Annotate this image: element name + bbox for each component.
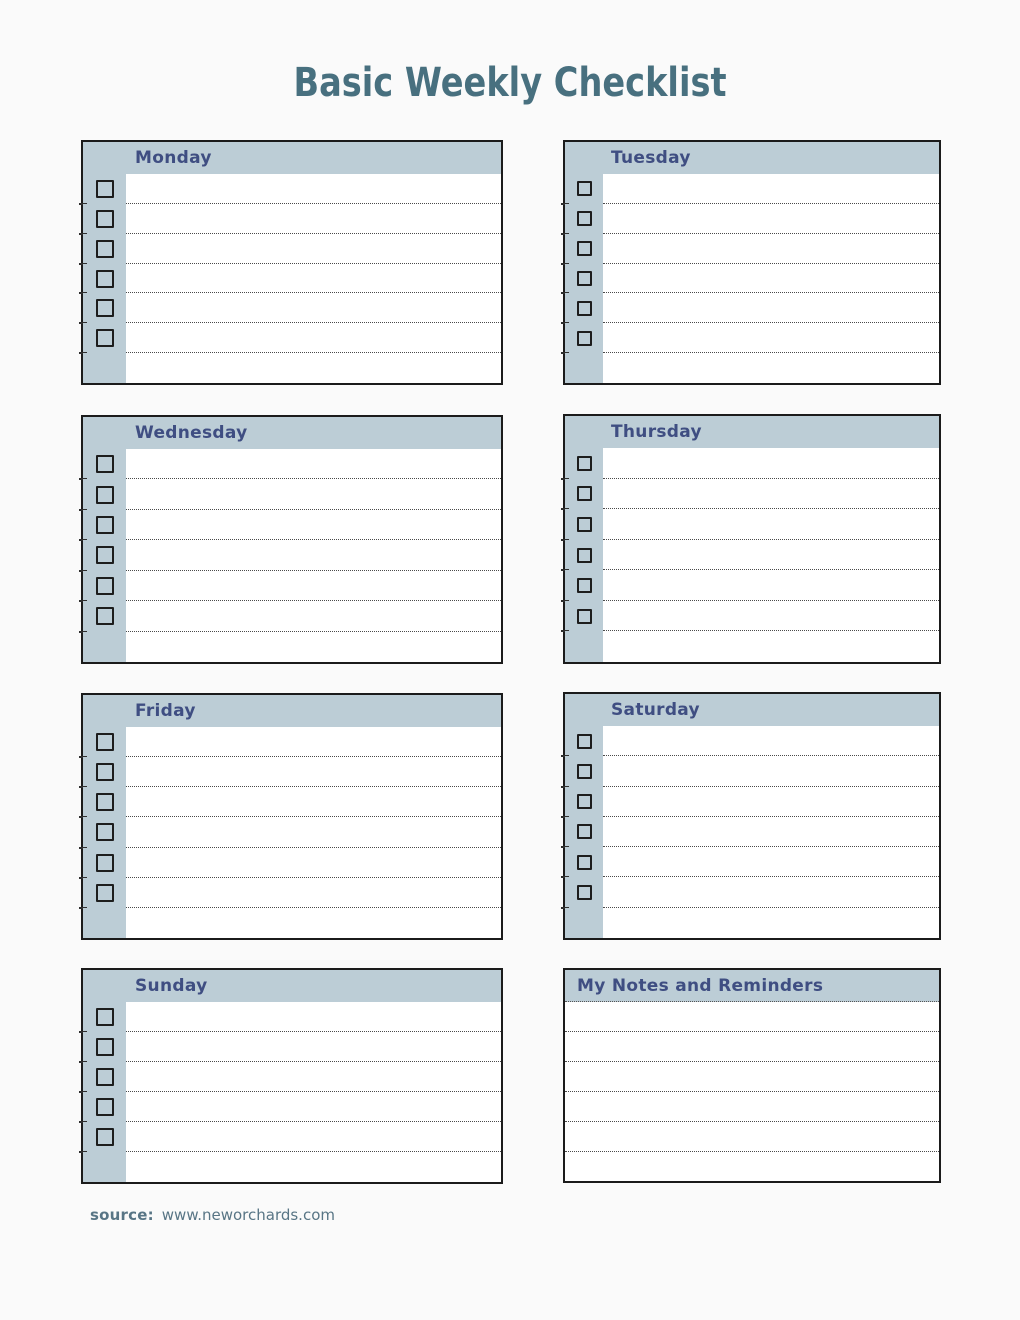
task-write-line[interactable] bbox=[126, 264, 501, 294]
day-label-friday: Friday bbox=[135, 701, 196, 721]
task-row bbox=[83, 479, 501, 509]
task-write-line[interactable] bbox=[126, 353, 501, 383]
task-row bbox=[83, 601, 501, 631]
task-checkbox[interactable] bbox=[577, 331, 592, 346]
task-row bbox=[565, 293, 939, 323]
checkbox-cell bbox=[83, 204, 126, 234]
checkbox-cell bbox=[565, 323, 603, 353]
task-write-line[interactable] bbox=[603, 293, 939, 323]
task-checkbox[interactable] bbox=[96, 270, 114, 288]
checkbox-cell bbox=[565, 174, 603, 204]
task-checkbox[interactable] bbox=[577, 734, 592, 749]
checkbox-cell bbox=[83, 510, 126, 540]
checkbox-cell bbox=[565, 264, 603, 294]
checkbox-cell bbox=[565, 234, 603, 264]
task-checkbox[interactable] bbox=[577, 517, 592, 532]
panel-tuesday bbox=[563, 140, 941, 385]
task-checkbox[interactable] bbox=[96, 516, 114, 534]
checkbox-cell bbox=[83, 540, 126, 570]
task-row bbox=[83, 908, 501, 938]
checkbox-cell bbox=[565, 570, 603, 601]
task-checkbox[interactable] bbox=[96, 180, 114, 198]
checkbox-cell bbox=[83, 571, 126, 601]
task-checkbox[interactable] bbox=[96, 763, 114, 781]
panel-sunday bbox=[81, 968, 503, 1184]
task-write-line[interactable] bbox=[126, 479, 501, 509]
checkbox-cell bbox=[83, 449, 126, 479]
task-row bbox=[83, 174, 501, 204]
task-write-line[interactable] bbox=[603, 234, 939, 264]
task-row bbox=[83, 204, 501, 234]
task-row bbox=[565, 174, 939, 204]
checkbox-cell bbox=[565, 293, 603, 323]
task-row bbox=[83, 293, 501, 323]
task-checkbox[interactable] bbox=[96, 299, 114, 317]
task-row bbox=[565, 847, 939, 877]
source-line bbox=[90, 1206, 335, 1224]
task-row bbox=[565, 448, 939, 479]
checkbox-cell bbox=[565, 631, 603, 662]
task-checkbox[interactable] bbox=[96, 577, 114, 595]
task-write-line[interactable] bbox=[126, 1002, 501, 1032]
task-row bbox=[83, 449, 501, 479]
notes-write-line[interactable] bbox=[565, 1122, 939, 1152]
panel-friday bbox=[81, 693, 503, 940]
checkbox-cell bbox=[83, 1152, 126, 1182]
task-checkbox[interactable] bbox=[96, 1068, 114, 1086]
task-write-line[interactable] bbox=[126, 1062, 501, 1092]
task-row bbox=[565, 540, 939, 571]
task-checkbox[interactable] bbox=[96, 455, 114, 473]
panel-notes bbox=[563, 968, 941, 1183]
task-checkbox[interactable] bbox=[577, 824, 592, 839]
panel-header-friday bbox=[83, 695, 501, 727]
source-url: www.neworchards.com bbox=[161, 1206, 335, 1224]
task-write-line[interactable] bbox=[603, 570, 939, 601]
checkbox-cell bbox=[83, 323, 126, 353]
checkbox-cell bbox=[83, 727, 126, 757]
panel-monday bbox=[81, 140, 503, 385]
notes-write-line[interactable] bbox=[565, 1002, 939, 1032]
task-row bbox=[83, 787, 501, 817]
panel-header-saturday bbox=[565, 694, 939, 726]
task-write-line[interactable] bbox=[126, 757, 501, 787]
task-write-line[interactable] bbox=[126, 1152, 501, 1182]
task-row bbox=[565, 908, 939, 938]
checkbox-cell bbox=[565, 756, 603, 786]
task-write-line[interactable] bbox=[603, 817, 939, 847]
checkbox-cell bbox=[565, 908, 603, 938]
task-checkbox[interactable] bbox=[96, 854, 114, 872]
checkbox-cell bbox=[565, 726, 603, 756]
task-row bbox=[565, 787, 939, 817]
task-write-line[interactable] bbox=[126, 293, 501, 323]
checkbox-cell bbox=[83, 848, 126, 878]
task-row bbox=[83, 264, 501, 294]
panel-body-friday bbox=[83, 727, 501, 938]
checkbox-cell bbox=[565, 509, 603, 540]
task-write-line[interactable] bbox=[603, 601, 939, 632]
checkbox-cell bbox=[83, 757, 126, 787]
day-label-monday: Monday bbox=[135, 148, 212, 168]
panel-header-tuesday bbox=[565, 142, 939, 174]
task-write-line[interactable] bbox=[126, 908, 501, 938]
task-row bbox=[565, 817, 939, 847]
checkbox-cell bbox=[565, 877, 603, 907]
task-write-line[interactable] bbox=[126, 787, 501, 817]
task-write-line[interactable] bbox=[603, 847, 939, 877]
task-checkbox[interactable] bbox=[577, 211, 592, 226]
task-checkbox[interactable] bbox=[577, 456, 592, 471]
task-row bbox=[83, 540, 501, 570]
task-checkbox[interactable] bbox=[577, 885, 592, 900]
task-row bbox=[83, 1152, 501, 1182]
task-write-line[interactable] bbox=[603, 448, 939, 479]
checkbox-cell bbox=[565, 817, 603, 847]
day-label-sunday: Sunday bbox=[135, 976, 208, 996]
checkbox-cell bbox=[83, 234, 126, 264]
task-checkbox[interactable] bbox=[96, 486, 114, 504]
task-row bbox=[565, 204, 939, 234]
task-write-line[interactable] bbox=[603, 787, 939, 817]
task-write-line[interactable] bbox=[126, 848, 501, 878]
task-write-line[interactable] bbox=[126, 632, 501, 662]
task-row bbox=[83, 234, 501, 264]
task-row bbox=[565, 570, 939, 601]
task-checkbox[interactable] bbox=[577, 241, 592, 256]
task-row bbox=[565, 601, 939, 632]
panel-header-monday bbox=[83, 142, 501, 174]
task-row bbox=[83, 1002, 501, 1032]
checkbox-cell bbox=[83, 787, 126, 817]
panel-header-wednesday bbox=[83, 417, 501, 449]
task-checkbox[interactable] bbox=[96, 1098, 114, 1116]
task-checkbox[interactable] bbox=[96, 733, 114, 751]
task-row bbox=[83, 510, 501, 540]
task-checkbox[interactable] bbox=[577, 794, 592, 809]
task-checkbox[interactable] bbox=[577, 271, 592, 286]
task-row bbox=[565, 726, 939, 756]
task-write-line[interactable] bbox=[126, 540, 501, 570]
task-write-line[interactable] bbox=[126, 234, 501, 264]
checkbox-cell bbox=[565, 353, 603, 383]
checkbox-cell bbox=[83, 1122, 126, 1152]
panel-body-sunday bbox=[83, 1002, 501, 1182]
task-write-line[interactable] bbox=[603, 174, 939, 204]
task-write-line[interactable] bbox=[126, 878, 501, 908]
task-checkbox[interactable] bbox=[96, 1008, 114, 1026]
panel-header-sunday bbox=[83, 970, 501, 1002]
task-row bbox=[83, 1122, 501, 1152]
source-label: source: bbox=[90, 1206, 154, 1224]
task-row bbox=[565, 323, 939, 353]
task-row bbox=[83, 848, 501, 878]
checkbox-cell bbox=[83, 1062, 126, 1092]
task-write-line[interactable] bbox=[603, 540, 939, 571]
day-label-tuesday: Tuesday bbox=[611, 148, 691, 168]
checkbox-cell bbox=[83, 601, 126, 631]
task-write-line[interactable] bbox=[603, 756, 939, 786]
task-write-line[interactable] bbox=[126, 1032, 501, 1062]
task-checkbox[interactable] bbox=[96, 240, 114, 258]
checkbox-cell bbox=[83, 1092, 126, 1122]
checkbox-cell bbox=[83, 878, 126, 908]
panel-body-saturday bbox=[565, 726, 939, 938]
task-checkbox[interactable] bbox=[96, 210, 114, 228]
task-row bbox=[83, 353, 501, 383]
task-write-line[interactable] bbox=[126, 571, 501, 601]
task-write-line[interactable] bbox=[603, 509, 939, 540]
task-write-line[interactable] bbox=[126, 601, 501, 631]
task-row bbox=[83, 878, 501, 908]
checkbox-cell bbox=[83, 293, 126, 323]
task-checkbox[interactable] bbox=[96, 1128, 114, 1146]
task-checkbox[interactable] bbox=[577, 609, 592, 624]
task-checkbox[interactable] bbox=[96, 607, 114, 625]
task-checkbox[interactable] bbox=[577, 578, 592, 593]
panel-body-wednesday bbox=[83, 449, 501, 662]
task-checkbox[interactable] bbox=[577, 764, 592, 779]
day-label-wednesday: Wednesday bbox=[135, 423, 248, 443]
task-checkbox[interactable] bbox=[577, 181, 592, 196]
task-row bbox=[83, 727, 501, 757]
panel-body-tuesday bbox=[565, 174, 939, 383]
task-write-line[interactable] bbox=[603, 264, 939, 294]
task-checkbox[interactable] bbox=[96, 1038, 114, 1056]
task-write-line[interactable] bbox=[126, 1122, 501, 1152]
task-row bbox=[565, 631, 939, 662]
checkbox-cell bbox=[83, 1032, 126, 1062]
panel-saturday bbox=[563, 692, 941, 940]
panel-thursday bbox=[563, 414, 941, 664]
checkbox-cell bbox=[83, 908, 126, 938]
task-checkbox[interactable] bbox=[96, 329, 114, 347]
checkbox-cell bbox=[565, 787, 603, 817]
panel-header-notes bbox=[565, 970, 939, 1002]
task-row bbox=[565, 479, 939, 510]
page-title: Basic Weekly Checklist bbox=[293, 60, 727, 106]
panel-body-monday bbox=[83, 174, 501, 383]
task-checkbox[interactable] bbox=[577, 486, 592, 501]
task-write-line[interactable] bbox=[603, 877, 939, 907]
task-checkbox[interactable] bbox=[577, 301, 592, 316]
panel-header-thursday bbox=[565, 416, 939, 448]
task-row bbox=[83, 757, 501, 787]
notes-write-line[interactable] bbox=[565, 1032, 939, 1062]
task-write-line[interactable] bbox=[126, 510, 501, 540]
task-write-line[interactable] bbox=[126, 323, 501, 353]
task-write-line[interactable] bbox=[126, 449, 501, 479]
day-label-thursday: Thursday bbox=[611, 422, 702, 442]
task-write-line[interactable] bbox=[603, 353, 939, 383]
notes-write-line[interactable] bbox=[565, 1062, 939, 1092]
task-row bbox=[83, 571, 501, 601]
task-row bbox=[83, 323, 501, 353]
notes-write-line[interactable] bbox=[565, 1152, 939, 1181]
task-row bbox=[565, 234, 939, 264]
checkbox-cell bbox=[83, 353, 126, 383]
checkbox-cell bbox=[83, 817, 126, 847]
checkbox-cell bbox=[83, 174, 126, 204]
task-write-line[interactable] bbox=[603, 631, 939, 662]
task-row bbox=[83, 1092, 501, 1122]
task-row bbox=[83, 632, 501, 662]
task-write-line[interactable] bbox=[603, 204, 939, 234]
checkbox-cell bbox=[565, 847, 603, 877]
task-row bbox=[565, 756, 939, 786]
checkbox-cell bbox=[565, 448, 603, 479]
task-write-line[interactable] bbox=[603, 323, 939, 353]
panel-wednesday bbox=[81, 415, 503, 664]
task-checkbox[interactable] bbox=[96, 793, 114, 811]
task-write-line[interactable] bbox=[126, 727, 501, 757]
checkbox-cell bbox=[83, 632, 126, 662]
task-write-line[interactable] bbox=[603, 726, 939, 756]
day-label-saturday: Saturday bbox=[611, 700, 700, 720]
task-write-line[interactable] bbox=[126, 204, 501, 234]
task-row bbox=[565, 264, 939, 294]
task-write-line[interactable] bbox=[126, 817, 501, 847]
notes-label: My Notes and Reminders bbox=[577, 975, 824, 996]
checkbox-cell bbox=[83, 1002, 126, 1032]
checkbox-cell bbox=[565, 204, 603, 234]
panel-body-thursday bbox=[565, 448, 939, 662]
checkbox-cell bbox=[83, 479, 126, 509]
task-row bbox=[565, 353, 939, 383]
task-write-line[interactable] bbox=[603, 908, 939, 938]
task-checkbox[interactable] bbox=[577, 548, 592, 563]
task-checkbox[interactable] bbox=[96, 546, 114, 564]
task-checkbox[interactable] bbox=[577, 855, 592, 870]
task-checkbox[interactable] bbox=[96, 884, 114, 902]
task-write-line[interactable] bbox=[126, 1092, 501, 1122]
task-row bbox=[565, 509, 939, 540]
checkbox-cell bbox=[565, 601, 603, 632]
notes-write-line[interactable] bbox=[565, 1092, 939, 1122]
task-row bbox=[565, 877, 939, 907]
task-row bbox=[83, 1032, 501, 1062]
task-row bbox=[83, 817, 501, 847]
checkbox-cell bbox=[565, 479, 603, 510]
task-checkbox[interactable] bbox=[96, 823, 114, 841]
checkbox-cell bbox=[565, 540, 603, 571]
panel-body-notes bbox=[565, 1002, 939, 1181]
task-write-line[interactable] bbox=[603, 479, 939, 510]
checkbox-cell bbox=[83, 264, 126, 294]
task-row bbox=[83, 1062, 501, 1092]
task-write-line[interactable] bbox=[126, 174, 501, 204]
